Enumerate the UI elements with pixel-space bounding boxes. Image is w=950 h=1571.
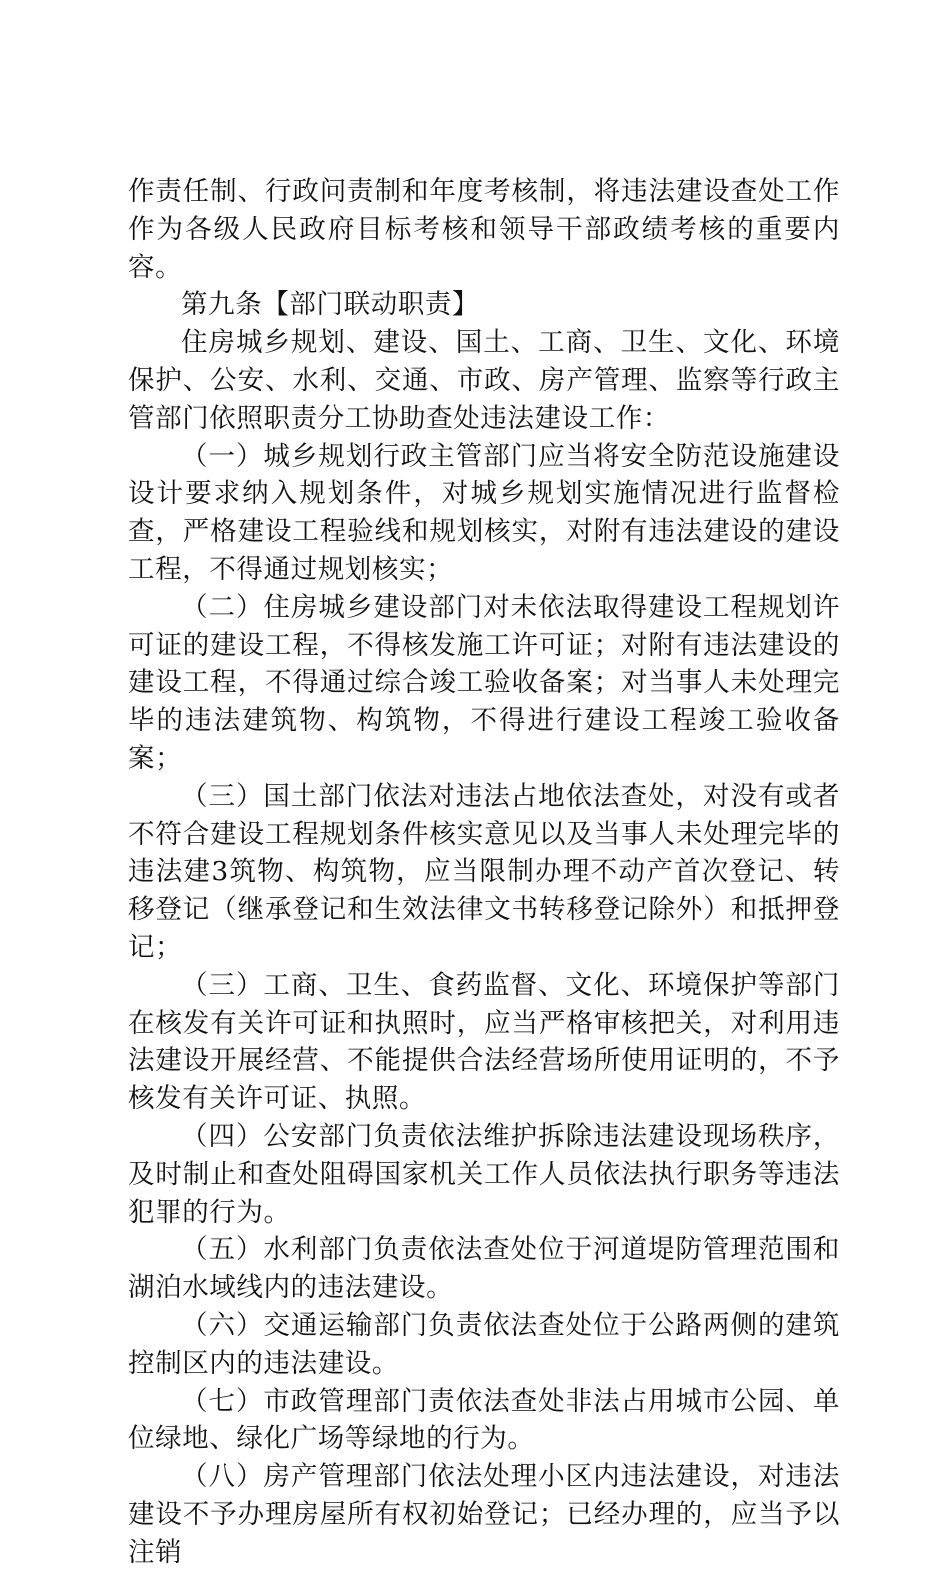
paragraph-departments: 住房城乡规划、建设、国土、工商、卫生、文化、环境保护、公安、水利、交通、市政、房产管理、监察等行政主管部门依照职责分工协助查处违法建设工作：: [128, 327, 840, 434]
paragraph-item-6: （六）交通运输部门负责依法查处位于公路两侧的建筑控制区内的违法建设。: [128, 1309, 840, 1379]
document-body: [128, 173, 840, 1571]
paragraph-item-2: （二）住房城乡建设部门对未依法取得建设工程规划许可证的建设工程，不得核发施工许可证；对附有违法建设的建设工程，不得通过综合竣工验收备案；对当事人未处理完毕的违法建筑物、构筑物，不得进行建设工程竣工验收备案；: [128, 591, 840, 774]
paragraph-item-3b: （三）工商、卫生、食药监督、文化、环境保护等部门在核发有关许可证和执照时，应当严格审核把关，对利用违法建设开展经营、不能提供合法经营场所使用证明的，不予核发有关许可证、执照。: [128, 969, 840, 1115]
paragraph-item-7: （七）市政管理部门责依法查处非法占用城市公园、单位绿地、绿化广场等绿地的行为。: [128, 1385, 840, 1455]
paragraph-item-5: （五）水利部门负责依法查处位于河道堤防管理范围和湖泊水域线内的违法建设。: [128, 1234, 840, 1304]
paragraph-item-4: （四）公安部门负责依法维护拆除违法建设现场秩序，及时制止和查处阻碍国家机关工作人员依法执行职务等违法犯罪的行为。: [128, 1120, 840, 1228]
paragraph-item-3a: （三）国土部门依法对违法占地依法查处，对没有或者不符合建设工程规划条件核实意见以及当事人未处理完毕的违法建3筑物、构筑物，应当限制办理不动产首次登记、转移登记（继承登记和生效法律文书转移登记除外）和抵押登记；: [128, 780, 840, 963]
paragraph-item-8: （八）房产管理部门依法处理小区内违法建设，对违法建设不予办理房屋所有权初始登记；已经办理的，应当予以注销: [128, 1461, 840, 1568]
paragraph-continuation: 作责任制、行政问责制和年度考核制，将违法建设查处工作作为各级人民政府目标考核和领导干部政绩考核的重要内容。: [128, 176, 840, 283]
article-heading: 第九条【部门联动职责】: [181, 289, 480, 321]
paragraph-item-1: （一）城乡规划行政主管部门应当将安全防范设施建设设计要求纳入规划条件，对城乡规划实施情况进行监督检查，严格建设工程验线和规划核实，对附有违法建设的建设工程，不得通过规划核实；: [128, 440, 840, 585]
